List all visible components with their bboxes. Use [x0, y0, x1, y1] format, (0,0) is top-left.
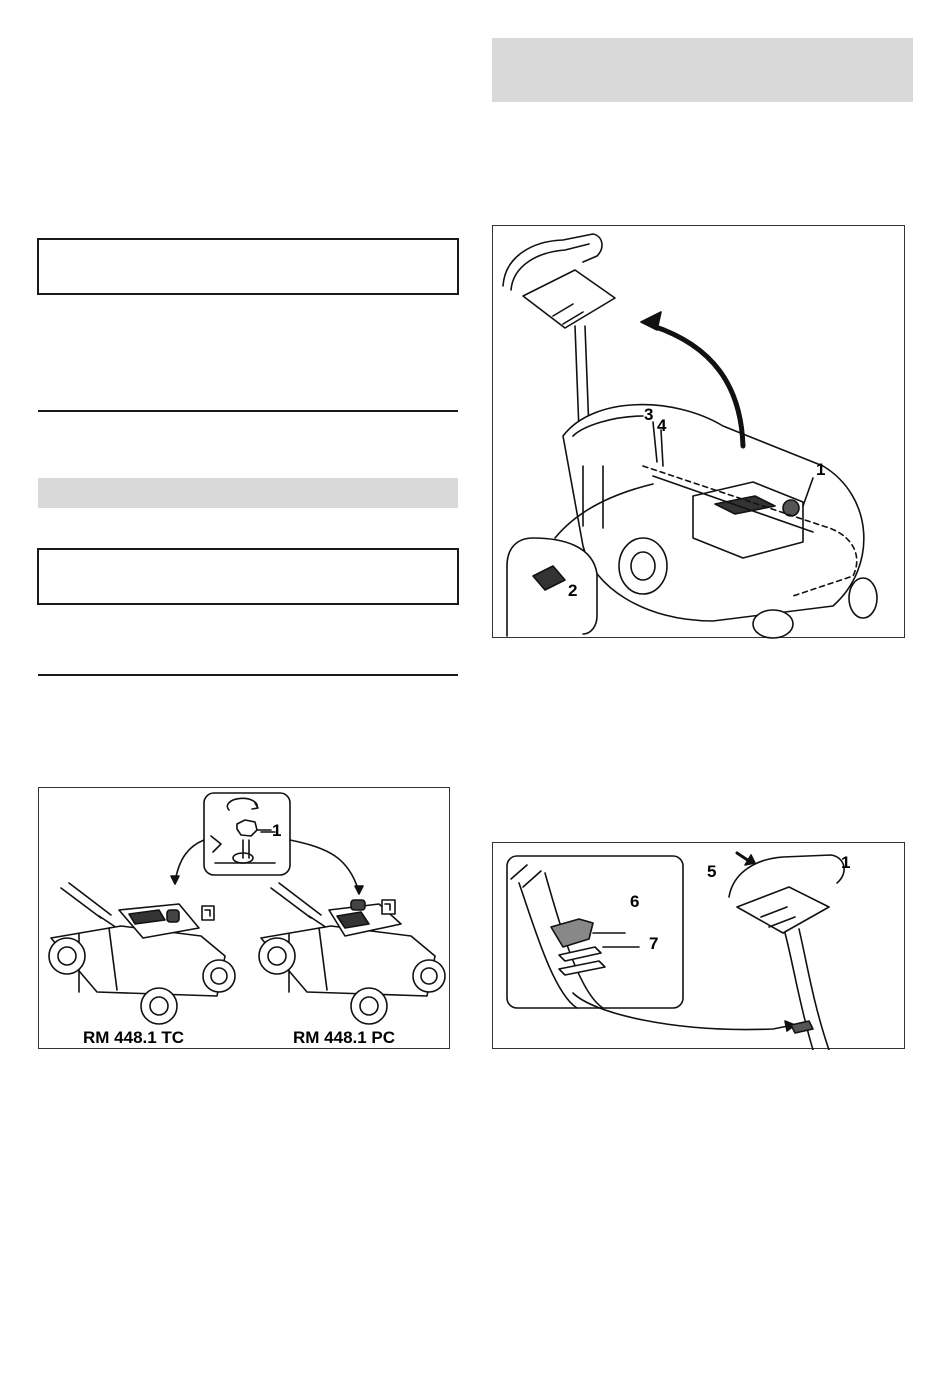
callout-4: 4: [657, 416, 667, 435]
notice-box-middle: [37, 548, 459, 605]
model-label-left: RM 448.1 TC: [83, 1028, 185, 1047]
figure-handle-fold: [492, 225, 905, 638]
callout-1: 1: [816, 460, 826, 479]
callout-5: 5: [707, 862, 717, 881]
handle-fold-illustration: [493, 226, 906, 639]
section-heading-band: [492, 38, 913, 102]
model-label-right: RM 448.1 PC: [293, 1028, 396, 1047]
callout-7: 7: [649, 934, 659, 953]
callout-1: 1: [272, 821, 282, 840]
fuel-cap-illustration: [39, 788, 451, 1050]
callout-3: 3: [644, 405, 654, 424]
callout-1: 1: [841, 853, 851, 872]
separator-rule: [38, 410, 458, 412]
subsection-heading-band: [38, 478, 458, 508]
separator-rule: [38, 674, 458, 676]
callout-6: 6: [630, 892, 640, 911]
notice-box-top: [37, 238, 459, 295]
figure-handle-detail: [492, 842, 905, 1049]
figure-fuel-cap: [38, 787, 450, 1049]
handle-detail-illustration: [493, 843, 906, 1050]
callout-2: 2: [568, 581, 578, 600]
